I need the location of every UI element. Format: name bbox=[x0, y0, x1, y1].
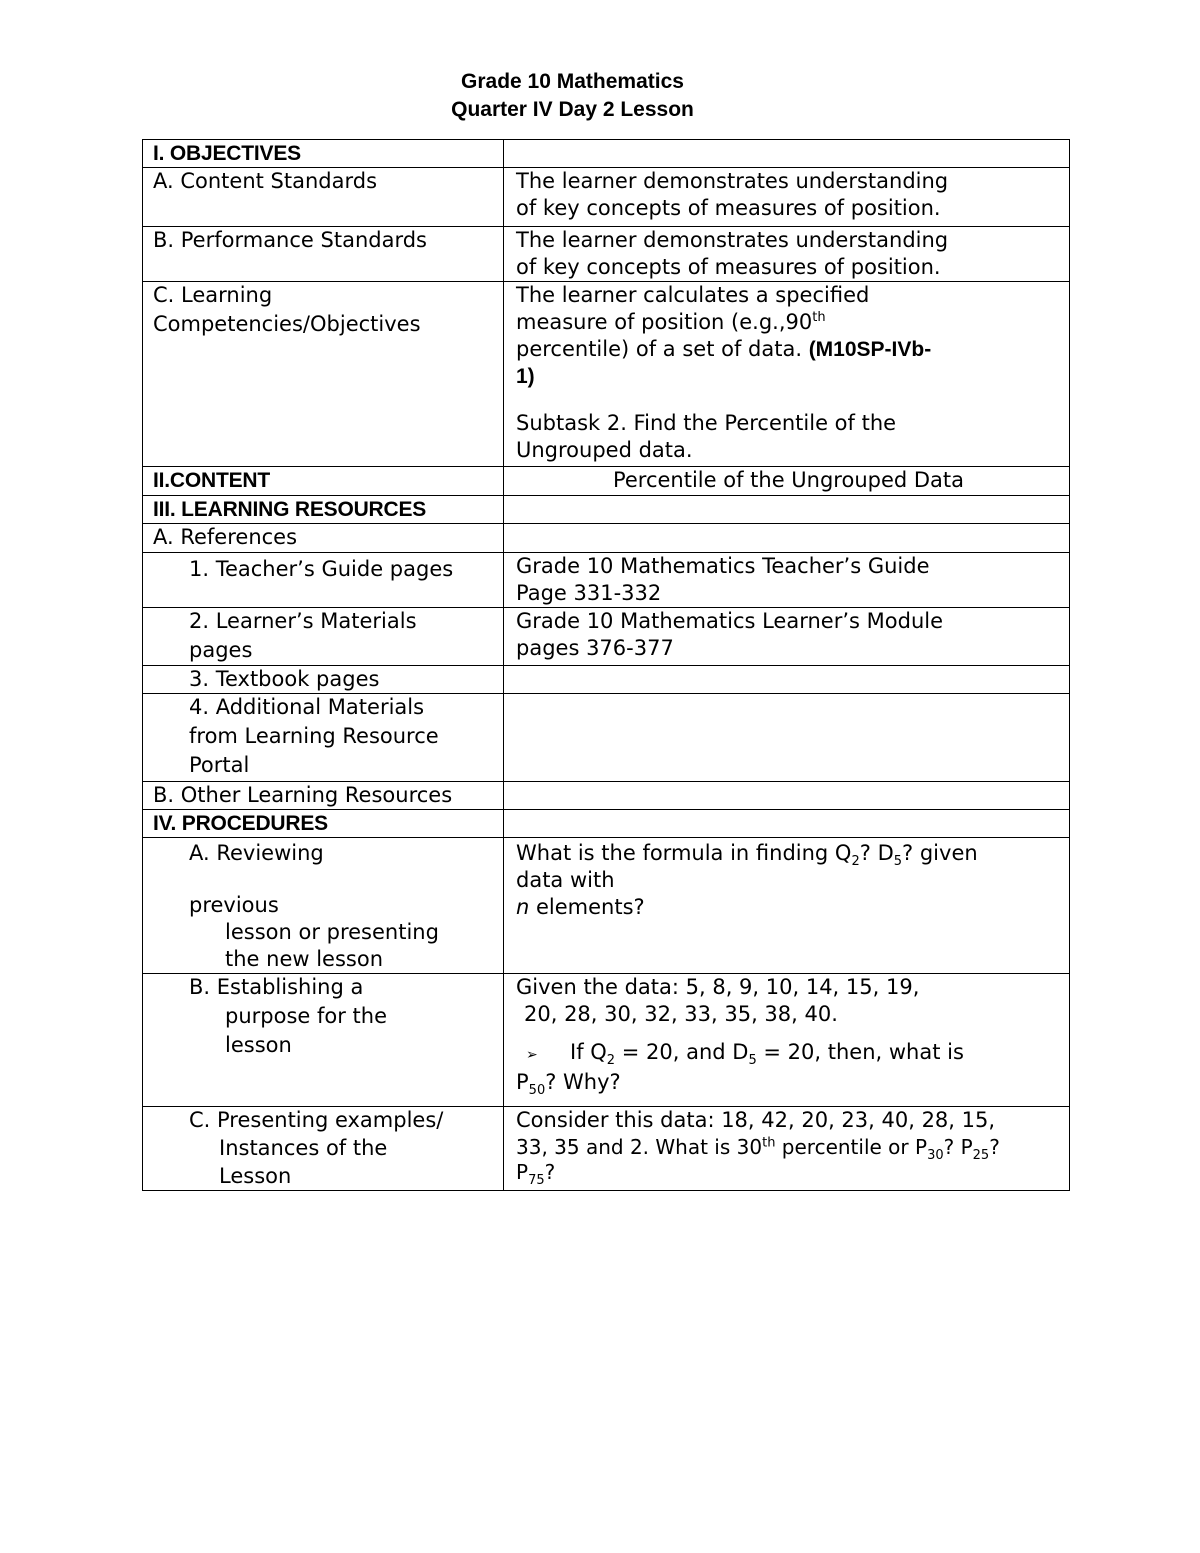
text-fragment: Lesson bbox=[219, 1164, 292, 1188]
table-row bbox=[143, 282, 1070, 467]
text-line bbox=[516, 1069, 1061, 1099]
table-row bbox=[143, 467, 1070, 496]
performance-standards-value bbox=[504, 227, 1070, 282]
spacer bbox=[516, 390, 1061, 410]
text-fragment: = 20, then, what is bbox=[756, 1040, 964, 1064]
empty-cell bbox=[504, 524, 1070, 553]
text-line: The learner demonstrates understanding bbox=[516, 169, 949, 193]
variable-n: n bbox=[516, 895, 530, 919]
empty-cell bbox=[504, 810, 1070, 838]
learners-materials-label bbox=[143, 608, 504, 666]
table-row bbox=[143, 694, 1070, 782]
reviewing-label bbox=[143, 838, 504, 974]
competency-code-cont: 1) bbox=[516, 365, 535, 388]
text-fragment: ? P bbox=[943, 1135, 973, 1159]
table-row bbox=[143, 838, 1070, 974]
text-fragment: ? bbox=[544, 1160, 556, 1184]
text-line: Competencies/Objectives bbox=[153, 312, 421, 336]
table-row bbox=[143, 496, 1070, 524]
text-fragment: 33, 35 and 2. What is 30 bbox=[516, 1135, 763, 1159]
text-line: Subtask 2. Find the Percentile of the bbox=[516, 411, 897, 435]
text-fragment: the new lesson bbox=[225, 947, 384, 971]
text-line: C. Learning bbox=[153, 283, 273, 307]
text-fragment: elements? bbox=[529, 895, 645, 919]
text-line bbox=[189, 1032, 495, 1059]
text-line: of key concepts of measures of position. bbox=[516, 255, 941, 279]
table-row bbox=[143, 810, 1070, 838]
section-objectives-value bbox=[504, 140, 1070, 168]
text-line bbox=[516, 840, 1061, 870]
text-line: pages 376-377 bbox=[516, 636, 674, 660]
subscript: 25 bbox=[972, 1148, 990, 1163]
text-fragment: lesson bbox=[225, 1033, 292, 1057]
table-row bbox=[143, 782, 1070, 810]
text-fragment: ? Why? bbox=[545, 1070, 621, 1094]
empty-cell bbox=[504, 694, 1070, 782]
table-row bbox=[143, 553, 1070, 608]
competency-code: (M10SP-IVb- bbox=[808, 338, 932, 361]
text-line: B. Establishing a bbox=[189, 975, 364, 999]
table-row bbox=[143, 227, 1070, 282]
bullet-arrow-icon: ➢ bbox=[526, 1047, 538, 1063]
additional-materials-label bbox=[143, 694, 504, 782]
text-line: 2. Learner’s Materials bbox=[189, 609, 417, 633]
empty-cell bbox=[504, 496, 1070, 524]
text-line bbox=[516, 336, 1061, 363]
empty-cell bbox=[504, 666, 1070, 694]
presenting-value bbox=[504, 1107, 1070, 1191]
content-standards-value bbox=[504, 168, 1070, 227]
text-line: A. Reviewing bbox=[189, 841, 324, 865]
text-line: Portal bbox=[189, 753, 250, 777]
references-label: A. References bbox=[143, 524, 504, 553]
text-line bbox=[516, 1039, 1061, 1069]
learning-competencies-label bbox=[143, 282, 504, 467]
section-content-label: II.CONTENT bbox=[143, 467, 504, 496]
text-fragment: = 20, and D bbox=[615, 1040, 749, 1064]
document-subtitle: Quarter IV Day 2 Lesson bbox=[451, 98, 694, 121]
subscript: 2 bbox=[606, 1053, 616, 1069]
text-line bbox=[189, 919, 495, 946]
lesson-plan-table bbox=[142, 139, 1070, 1191]
text-line: Grade 10 Mathematics Learner’s Module bbox=[516, 609, 944, 633]
establishing-label bbox=[143, 974, 504, 1107]
text-line: Given the data: 5, 8, 9, 10, 14, 15, 19, bbox=[516, 975, 920, 999]
document-title: Grade 10 Mathematics bbox=[461, 70, 684, 93]
subscript: 75 bbox=[528, 1173, 545, 1188]
text-line: of key concepts of measures of position. bbox=[516, 196, 941, 220]
text-line: from Learning Resource bbox=[189, 724, 439, 748]
text-fragment: What is the formula in finding Q bbox=[516, 841, 852, 865]
learners-materials-value bbox=[504, 608, 1070, 666]
learning-competencies-value bbox=[504, 282, 1070, 467]
text-fragment: P bbox=[516, 1160, 529, 1184]
subscript: 50 bbox=[528, 1083, 546, 1099]
establishing-value bbox=[504, 974, 1070, 1107]
text-line: The learner demonstrates understanding bbox=[516, 228, 949, 252]
section-content-value: Percentile of the Ungrouped Data bbox=[504, 467, 1070, 496]
text-line bbox=[189, 1163, 495, 1190]
text-line: Grade 10 Mathematics Teacher’s Guide bbox=[516, 554, 930, 578]
text-line: Ungrouped data. bbox=[516, 438, 693, 462]
empty-cell bbox=[504, 782, 1070, 810]
teachers-guide-value bbox=[504, 553, 1070, 608]
text-line: Page 331-332 bbox=[516, 581, 662, 605]
text-line bbox=[516, 1134, 1061, 1161]
reviewing-value bbox=[504, 838, 1070, 974]
performance-standards-label: B. Performance Standards bbox=[143, 227, 504, 282]
text-line: C. Presenting examples/ bbox=[189, 1108, 444, 1132]
subscript: 5 bbox=[748, 1053, 757, 1069]
table-row bbox=[143, 1107, 1070, 1191]
section-procedures-label: IV. PROCEDURES bbox=[143, 810, 504, 838]
text-fragment: ? bbox=[989, 1135, 1000, 1159]
text-fragment: measure of position (e.g.,90 bbox=[516, 310, 813, 334]
text-line: pages bbox=[189, 638, 253, 662]
text-line bbox=[189, 1003, 495, 1030]
text-fragment: Instances of the bbox=[219, 1136, 388, 1160]
text-fragment: ? given bbox=[902, 841, 978, 865]
table-row bbox=[143, 140, 1070, 168]
textbook-label: 3. Textbook pages bbox=[143, 666, 504, 694]
content-standards-label: A. Content Standards bbox=[143, 168, 504, 227]
subscript: 5 bbox=[893, 854, 903, 870]
text-fragment: purpose for the bbox=[225, 1004, 388, 1028]
section-objectives-label: I. OBJECTIVES bbox=[143, 140, 504, 168]
text-line bbox=[189, 946, 495, 973]
teachers-guide-label: 1. Teacher’s Guide pages bbox=[143, 553, 504, 608]
spacer bbox=[516, 1028, 1061, 1039]
text-line: The learner calculates a specified bbox=[516, 283, 870, 307]
text-fragment: P bbox=[516, 1070, 529, 1094]
text-fragment: If Q bbox=[570, 1040, 607, 1064]
presenting-label bbox=[143, 1107, 504, 1191]
subscript: 2 bbox=[851, 854, 860, 870]
text-line bbox=[516, 894, 1061, 921]
text-fragment: ? D bbox=[859, 841, 894, 865]
text-line: data with bbox=[516, 868, 615, 892]
section-resources-label: III. LEARNING RESOURCES bbox=[143, 496, 504, 524]
superscript: th bbox=[762, 1135, 776, 1151]
table-row bbox=[143, 524, 1070, 553]
table-row bbox=[143, 608, 1070, 666]
other-resources-label: B. Other Learning Resources bbox=[143, 782, 504, 810]
superscript: th bbox=[812, 310, 826, 325]
text-fragment: percentile or P bbox=[775, 1135, 928, 1159]
table-row bbox=[143, 168, 1070, 227]
text-line: previous bbox=[189, 893, 279, 917]
text-line: Consider this data: 18, 42, 20, 23, 40, 28, 15, bbox=[516, 1108, 996, 1132]
text-line: 20, 28, 30, 32, 33, 35, 38, 40. bbox=[524, 1002, 838, 1026]
subscript: 30 bbox=[927, 1148, 944, 1163]
table-row bbox=[143, 974, 1070, 1107]
text-line bbox=[516, 309, 1061, 336]
text-fragment: lesson or presenting bbox=[225, 920, 439, 944]
text-fragment: percentile) of a set of data. bbox=[516, 337, 809, 361]
text-line bbox=[189, 1135, 495, 1162]
table-row bbox=[143, 666, 1070, 694]
text-line bbox=[516, 1160, 1061, 1188]
text-line: 4. Additional Materials bbox=[189, 695, 425, 719]
